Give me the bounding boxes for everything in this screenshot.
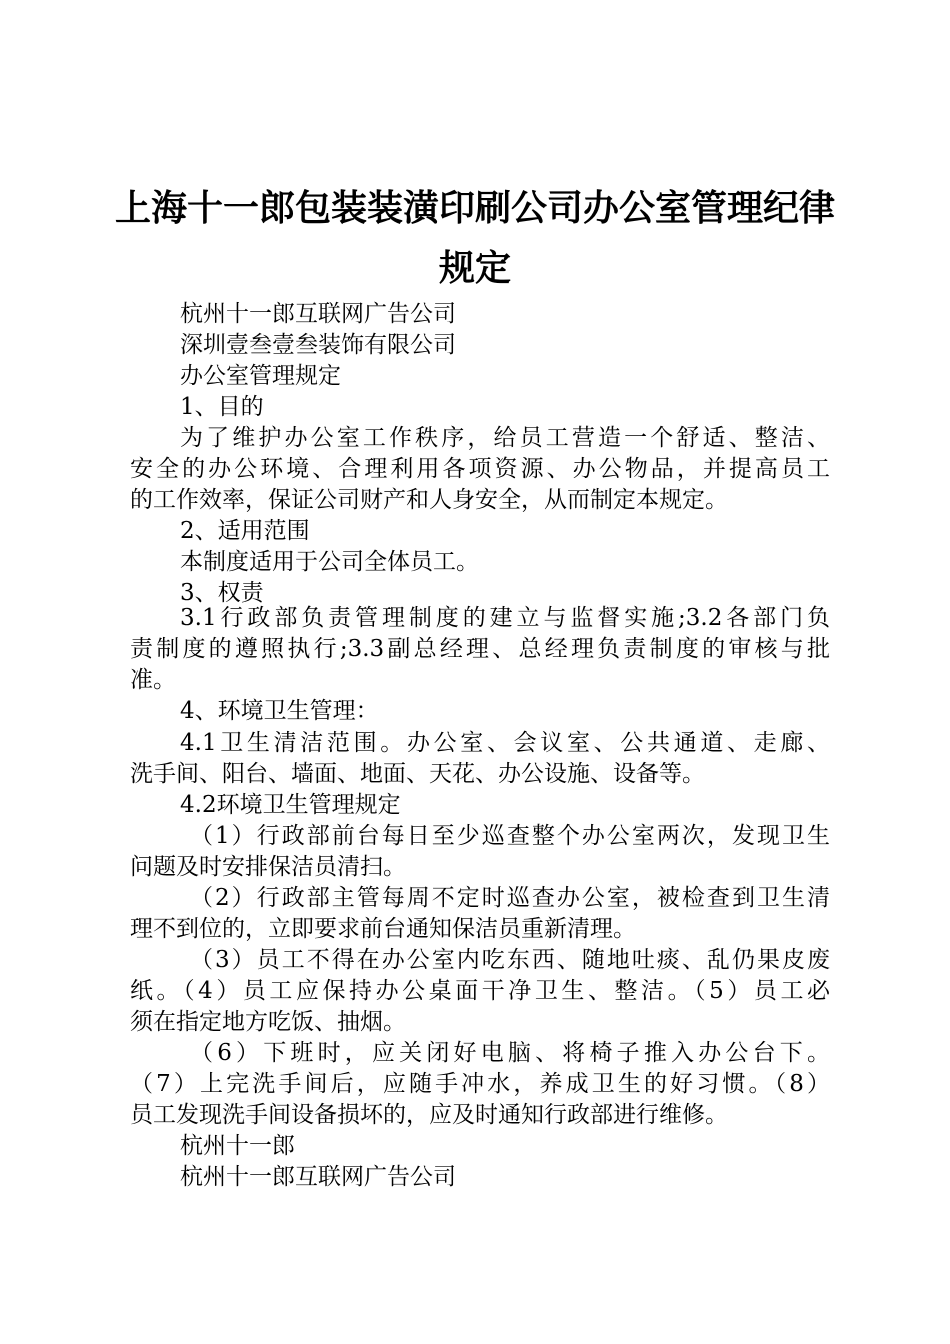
- paragraph-line: 问题及时安排保洁员清扫。: [130, 854, 406, 880]
- section-1-heading: 1、目的: [180, 394, 264, 420]
- paragraph-line: 理不到位的，立即要求前台通知保洁员重新清理。: [130, 916, 636, 942]
- company-name-hangzhou: 杭州十一郎互联网广告公司: [180, 301, 456, 327]
- paragraph-line: 须在指定地方吃饭、抽烟。: [130, 1009, 406, 1035]
- paragraph-line: 4.1卫生清洁范围。办公室、会议室、公共通道、走廊、: [180, 730, 830, 756]
- paragraph-line: 本制度适用于公司全体员工。: [180, 549, 479, 575]
- section-4-heading: 4、环境卫生管理：: [180, 698, 379, 724]
- paragraph-line: （3）员工不得在办公室内吃东西、随地吐痰、乱仍果皮废: [190, 947, 830, 973]
- company-name-shenzhen: 深圳壹叁壹叁装饰有限公司: [180, 332, 456, 358]
- section-3-heading: 3、权责: [180, 580, 264, 606]
- company-name-footer: 杭州十一郎互联网广告公司: [180, 1164, 456, 1190]
- paragraph-line: 安全的办公环境、合理利用各项资源、办公物品，并提高员工: [130, 456, 830, 482]
- paragraph-line: 洗手间、阳台、墙面、地面、天花、办公设施、设备等。: [130, 761, 705, 787]
- paragraph-line: （2）行政部主管每周不定时巡查办公室，被检查到卫生清: [190, 885, 830, 911]
- paragraph-line: （7）上完洗手间后，应随手冲水，养成卫生的好习惯。（8）: [130, 1071, 830, 1097]
- section-heading: 办公室管理规定: [180, 363, 341, 389]
- section-2-heading: 2、适用范围: [180, 518, 310, 544]
- subsection-heading: 4.2环境卫生管理规定: [180, 792, 401, 818]
- paragraph-line: 准。: [130, 667, 176, 693]
- paragraph-line: 员工发现洗手间设备损坏的，应及时通知行政部进行维修。: [130, 1102, 728, 1128]
- paragraph-line: 为了维护办公室工作秩序，给员工营造一个舒适、整洁、: [180, 425, 830, 451]
- paragraph-line: （6）下班时，应关闭好电脑、将椅子推入办公台下。: [190, 1040, 830, 1066]
- document-title-line-2: 规定: [438, 248, 511, 289]
- document-title-line-1: 上海十一郎包装装潢印刷公司办公室管理纪律: [114, 188, 835, 229]
- paragraph-line: （1）行政部前台每日至少巡查整个办公室两次，发现卫生: [190, 823, 830, 849]
- paragraph-line: 纸。（4）员工应保持办公桌面干净卫生、整洁。（5）员工必: [130, 978, 830, 1004]
- paragraph-line: 责制度的遵照执行;3.3副总经理、总经理负责制度的审核与批: [130, 636, 830, 662]
- paragraph-line: 的工作效率，保证公司财产和人身安全，从而制定本规定。: [130, 487, 728, 513]
- company-name-short: 杭州十一郎: [180, 1133, 295, 1159]
- paragraph-line: 3.1行政部负责管理制度的建立与监督实施;3.2各部门负: [180, 605, 830, 631]
